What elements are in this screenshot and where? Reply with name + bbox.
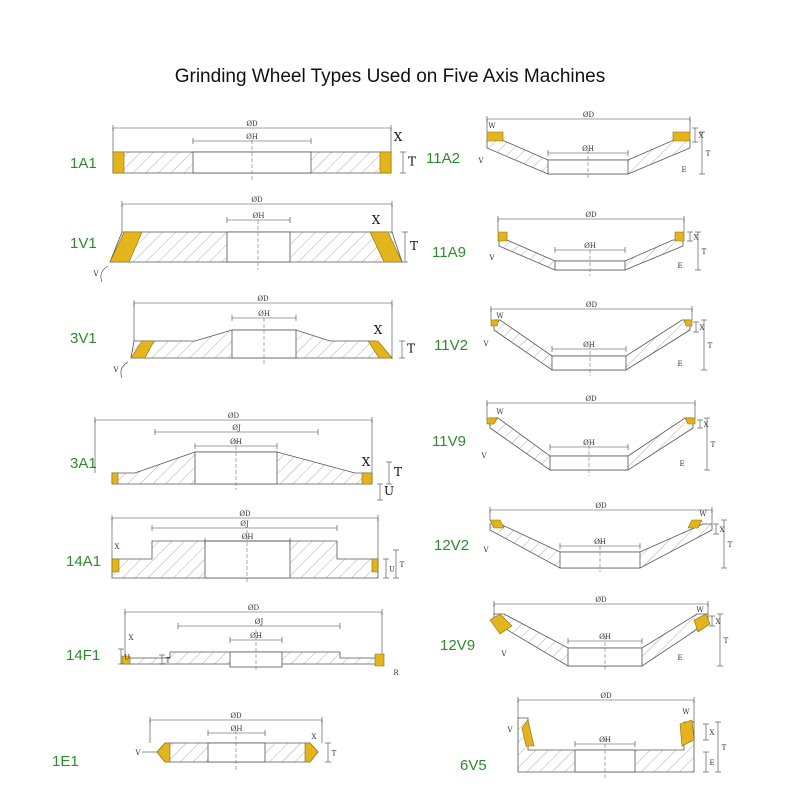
dimension-label: W <box>682 708 690 716</box>
dimension-label: V <box>483 340 489 348</box>
wheel-type-label: 14A1 <box>66 553 102 570</box>
wheel-type-label: 1A1 <box>70 155 97 172</box>
abrasive-segment <box>675 232 684 241</box>
dimension-label: X <box>699 324 705 332</box>
abrasive-segment <box>113 152 124 173</box>
dimension-label: X <box>393 130 403 144</box>
dimension-label: V <box>93 270 99 278</box>
dimension-label: ØD <box>595 596 607 604</box>
angle-arc <box>121 362 128 378</box>
dimension-label: W <box>496 312 504 320</box>
dimension-label: ØD <box>600 692 612 700</box>
bore <box>227 232 290 262</box>
dimension-label: W <box>696 606 704 614</box>
dimension-label: T <box>165 656 171 665</box>
dimension-label: E <box>679 460 685 468</box>
dimension-label: ØD <box>246 120 258 128</box>
abrasive-segment <box>487 132 503 141</box>
dimension-label: T <box>399 561 405 569</box>
dimension-label: ØD <box>585 301 598 309</box>
dimension-label: X <box>128 634 134 642</box>
dimension-label: T <box>701 248 707 256</box>
dimension-label: ØH <box>230 438 242 446</box>
abrasive-segment <box>362 473 372 484</box>
dimension-label: T <box>393 465 403 479</box>
dimension-label: X <box>693 233 699 242</box>
dimension-label: ØH <box>250 632 262 640</box>
dimension-label: U <box>124 653 130 662</box>
abrasive-segment <box>372 559 378 572</box>
dimension-label: ØH <box>594 538 606 546</box>
wheel-type-label: 12V9 <box>440 637 476 654</box>
dimension-label: E <box>677 654 683 662</box>
angle-arc <box>101 266 108 282</box>
dimension-label: ØH <box>246 133 258 141</box>
dimension-label: W <box>699 510 707 518</box>
dimension-label: ØD <box>257 295 269 303</box>
wheel-12v9 <box>440 596 729 672</box>
dimension-label: X <box>715 618 721 626</box>
dimension-label: ØH <box>584 242 596 250</box>
dimension-label: ØH <box>583 341 595 349</box>
abrasive-segment <box>673 132 690 141</box>
dimension-label: ØJ <box>232 424 241 432</box>
bore <box>552 356 626 370</box>
wheel-type-label: 12V2 <box>434 537 470 554</box>
dimension-label: ØD <box>251 196 263 204</box>
dimension-label: X <box>373 323 383 337</box>
abrasive-segment <box>305 743 318 762</box>
dimension-label: V <box>501 650 507 658</box>
dimension-label: ØD <box>239 510 251 518</box>
dimension-label: ØD <box>585 395 597 403</box>
wheel-12v2 <box>434 502 733 572</box>
dimension-label: ØD <box>585 211 597 219</box>
dimension-label: X <box>719 526 725 534</box>
abrasive-segment <box>375 654 384 666</box>
dimension-label: V <box>113 366 119 374</box>
dimension-label: ØH <box>582 145 594 153</box>
wheel-type-label: 6V5 <box>460 757 487 774</box>
wheel-type-label: 14F1 <box>66 647 101 664</box>
dimension-label: ØH <box>230 725 243 733</box>
abrasive-segment <box>112 559 119 572</box>
dimension-label: X <box>698 132 704 140</box>
dimension-label: T <box>705 150 711 158</box>
wheel-1e1 <box>52 712 337 772</box>
dimension-label: ØJ <box>240 520 249 528</box>
dimension-label: T <box>721 744 727 752</box>
wheel-1a1 <box>70 120 416 180</box>
wheel-3a1 <box>70 412 402 500</box>
dimension-label: T <box>727 541 733 549</box>
wheel-type-label: 3V1 <box>70 330 97 347</box>
wheel-type-label: 1V1 <box>70 235 97 252</box>
dimension-label: V <box>478 157 484 165</box>
dimension-label: R <box>393 669 399 677</box>
dimension-label: ØD <box>230 712 242 720</box>
dimension-label: ØD <box>595 502 607 510</box>
abrasive-segment <box>498 232 507 241</box>
wheel-11a9 <box>432 211 707 276</box>
wheel-type-label: 11A2 <box>426 150 460 167</box>
dimension-label: X <box>114 543 120 551</box>
dimension-label: X <box>371 213 381 227</box>
wheel-14a1 <box>66 510 405 584</box>
wheel-6v5 <box>460 692 727 778</box>
dimension-label: T <box>407 154 417 169</box>
wheel-type-label: 1E1 <box>52 753 79 770</box>
dimension-label: ØH <box>258 310 270 318</box>
dimension-label: T <box>710 441 716 449</box>
dimension-label: X <box>703 421 709 429</box>
dimension-label: ØH <box>241 533 254 541</box>
dimension-label: ØJ <box>254 618 264 626</box>
dimension-label: E <box>681 166 687 174</box>
page-title: Grinding Wheel Types Used on Five Axis Machines <box>174 66 606 87</box>
bore <box>208 743 265 762</box>
dimension-label: V <box>135 749 141 757</box>
dimension-label: ØD <box>582 111 595 119</box>
dimension-label: T <box>406 341 416 356</box>
dimension-label: E <box>709 759 715 767</box>
wheel-type-label: 3A1 <box>70 455 97 472</box>
wheel-type-label: 11V9 <box>432 433 466 450</box>
dimension-label: W <box>496 408 504 416</box>
dimension-label: V <box>489 254 495 262</box>
dimension-label: ØH <box>583 439 595 447</box>
dimension-label: ØH <box>252 212 265 220</box>
dimension-label: ØH <box>599 736 611 744</box>
abrasive-segment <box>112 473 118 484</box>
dimension-label: ØD <box>247 604 260 612</box>
dimension-label: T <box>723 637 729 645</box>
wheel-1v1 <box>70 196 418 282</box>
dimension-label: V <box>507 726 513 734</box>
wheel-3v1 <box>70 295 415 378</box>
dimension-label: E <box>677 360 683 368</box>
dimension-label: U <box>389 565 395 574</box>
dimension-label: X <box>311 733 317 741</box>
wheel-type-label: 11V2 <box>434 337 468 354</box>
wheel-14f1 <box>66 604 399 677</box>
dimension-label: V <box>483 546 489 554</box>
dimension-label: W <box>488 122 496 130</box>
dimension-label: X <box>709 729 715 737</box>
dimension-label: E <box>677 262 683 270</box>
dimension-label: ØD <box>227 412 240 420</box>
wheel-11v2 <box>434 301 713 376</box>
abrasive-segment <box>157 743 170 762</box>
dimension-label: X <box>361 455 371 469</box>
bore <box>205 541 290 578</box>
dimension-label: T <box>707 342 713 350</box>
dimension-label: T <box>409 239 419 253</box>
dimension-label: ØH <box>599 633 611 641</box>
dimension-label: V <box>481 452 487 460</box>
wheel-11a2 <box>426 111 711 180</box>
dimension-label: T <box>331 749 337 758</box>
wheel-type-label: 11A9 <box>432 244 466 261</box>
dimension-label: U <box>383 484 395 498</box>
wheel-11v9 <box>432 395 716 476</box>
abrasive-segment <box>380 152 391 173</box>
